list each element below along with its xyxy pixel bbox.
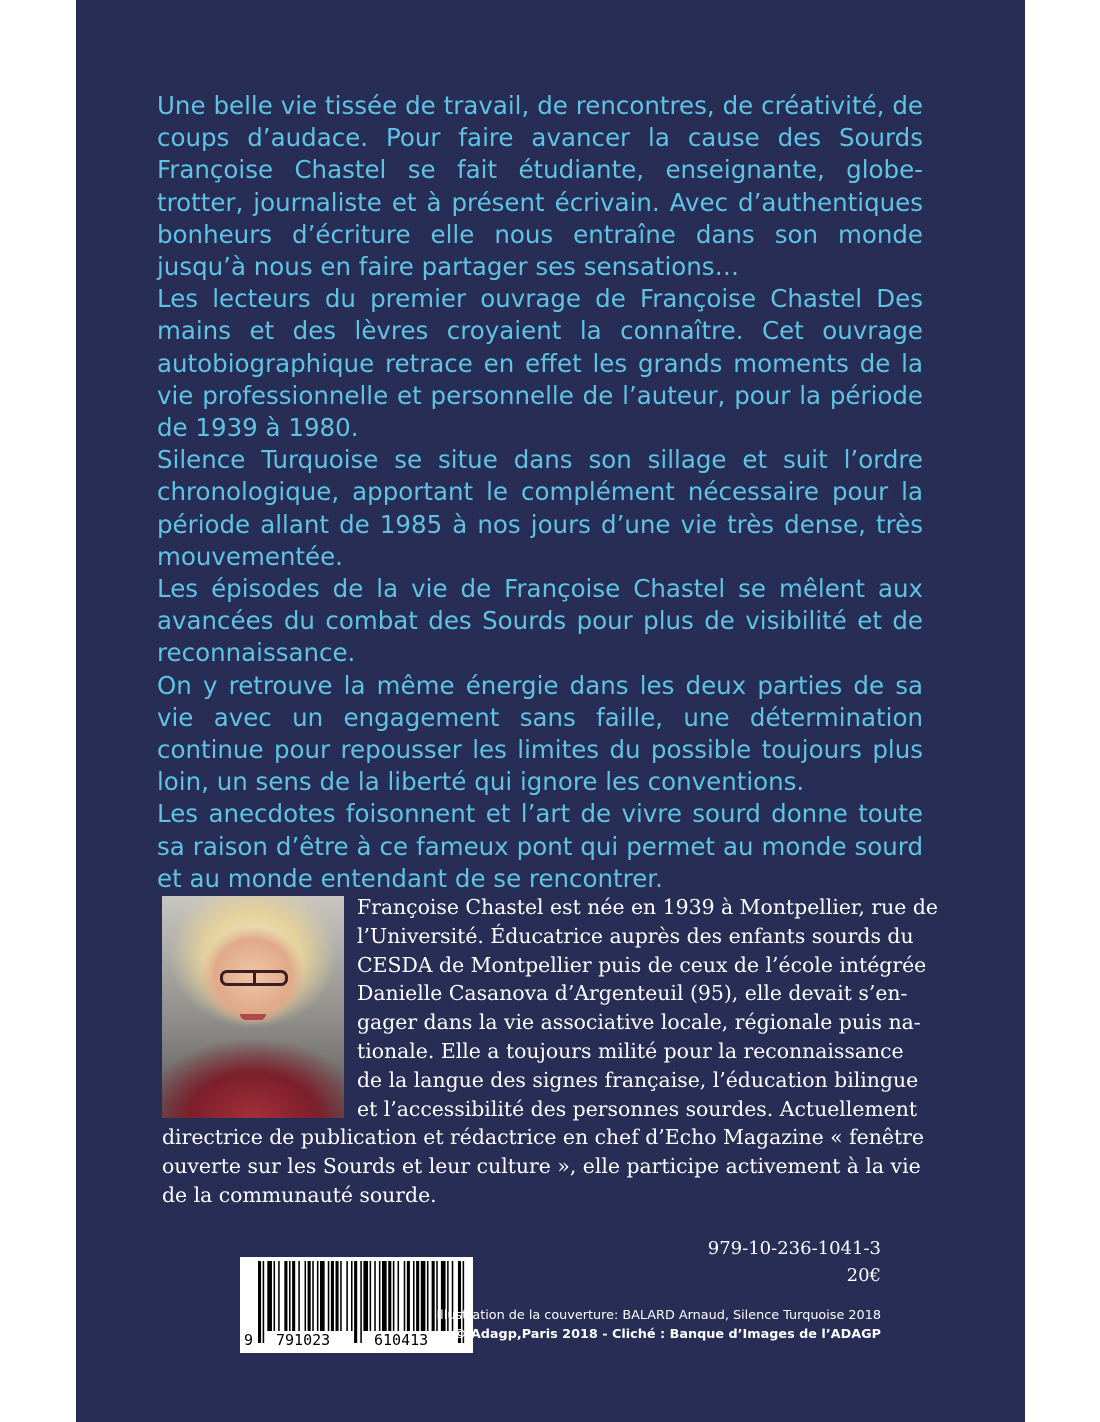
bio-line: directrice de publication et rédactrice en chef d’Echo Magazine « fenêtre xyxy=(162,1125,924,1150)
isbn-number: 979-10-236-1041-3 xyxy=(707,1238,881,1259)
back-cover xyxy=(76,0,1025,1422)
bio-line: tionale. Elle a toujours milité pour la reconnaissance xyxy=(357,1038,904,1063)
author-bio xyxy=(162,893,938,1210)
blurb-text xyxy=(157,90,923,895)
bio-line: de la communauté sourde. xyxy=(162,1182,437,1207)
copyright-credit: © Adagp,Paris 2018 - Cliché : Banque d’Images de l’ADAGP xyxy=(453,1327,881,1342)
barcode-digits-right: 610413 xyxy=(374,1331,429,1349)
bio-line: de la langue des signes française, l’éducation bilingue xyxy=(357,1067,919,1092)
blurb-paragraph: Les épisodes de la vie de Françoise Chastel se mêlent aux avancées du combat des Sourds pour plus de visibilité et de reconnaissance. xyxy=(157,574,923,668)
bio-line: l’Université. Éducatrice auprès des enfants sourds du xyxy=(357,923,914,948)
bio-line: Françoise Chastel est née en 1939 à Montpellier, rue de xyxy=(357,895,938,919)
bio-line: CESDA de Montpellier puis de ceux de l’école intégrée xyxy=(357,952,927,977)
barcode-digits-left: 791023 xyxy=(276,1331,331,1349)
barcode-digit-first: 9 xyxy=(244,1331,254,1349)
blurb-paragraph: Silence Turquoise se situe dans son sillage et suit l’ordre chronologique, apportant le complément nécessaire pour la période allant de 1985 à nos jours d’une vie très dense, très mouvementée. xyxy=(157,445,923,571)
blurb-paragraph: Les anecdotes foisonnent et l’art de vivre sourd donne toute sa raison d’être à ce fameux pont qui permet au monde sourd et au monde entendant de se rencontrer. xyxy=(157,799,923,893)
bio-line: et l’accessibilité des personnes sourdes. Actuellement xyxy=(357,1096,918,1121)
price: 20€ xyxy=(846,1265,881,1286)
bio-line: Danielle Casanova d’Argenteuil (95), elle devait s’en- xyxy=(357,981,908,1006)
blurb-paragraph: On y retrouve la même énergie dans les deux parties de sa vie avec un engagement sans faille, une détermination continue pour repousser les limites du possible toujours plus loin, un sens de la liberté qui ignore les conventions. xyxy=(157,670,923,797)
blurb-paragraph: Une belle vie tissée de travail, de rencontres, de créativité, de coups d’audace. Pour faire avancer la cause des Sourds Françoise Chastel se fait étudiante, enseignante, globe-trotter, journaliste et à présent écrivain. Avec d’authentiques bonheurs d’écriture elle nous entraîne dans son monde jusqu’à nous en faire partager ses sensations… xyxy=(157,91,923,282)
illustration-credit: Illustration de la couverture: BALARD Arnaud, Silence Turquoise 2018 xyxy=(436,1308,881,1323)
bio-line: gager dans la vie associative locale, régionale puis na- xyxy=(357,1010,921,1035)
blurb-paragraph: Les lecteurs du premier ouvrage de Françoise Chastel Des mains et des lèvres croyaient la connaître. Cet ouvrage autobiographique retrace en effet les grands moments de la vie professionnelle et personnelle de l’auteur, pour la période de 1939 à 1980. xyxy=(157,284,923,443)
credits xyxy=(436,1306,881,1344)
bio-line: ouverte sur les Sourds et leur culture », elle participe activement à la vie xyxy=(162,1154,921,1179)
